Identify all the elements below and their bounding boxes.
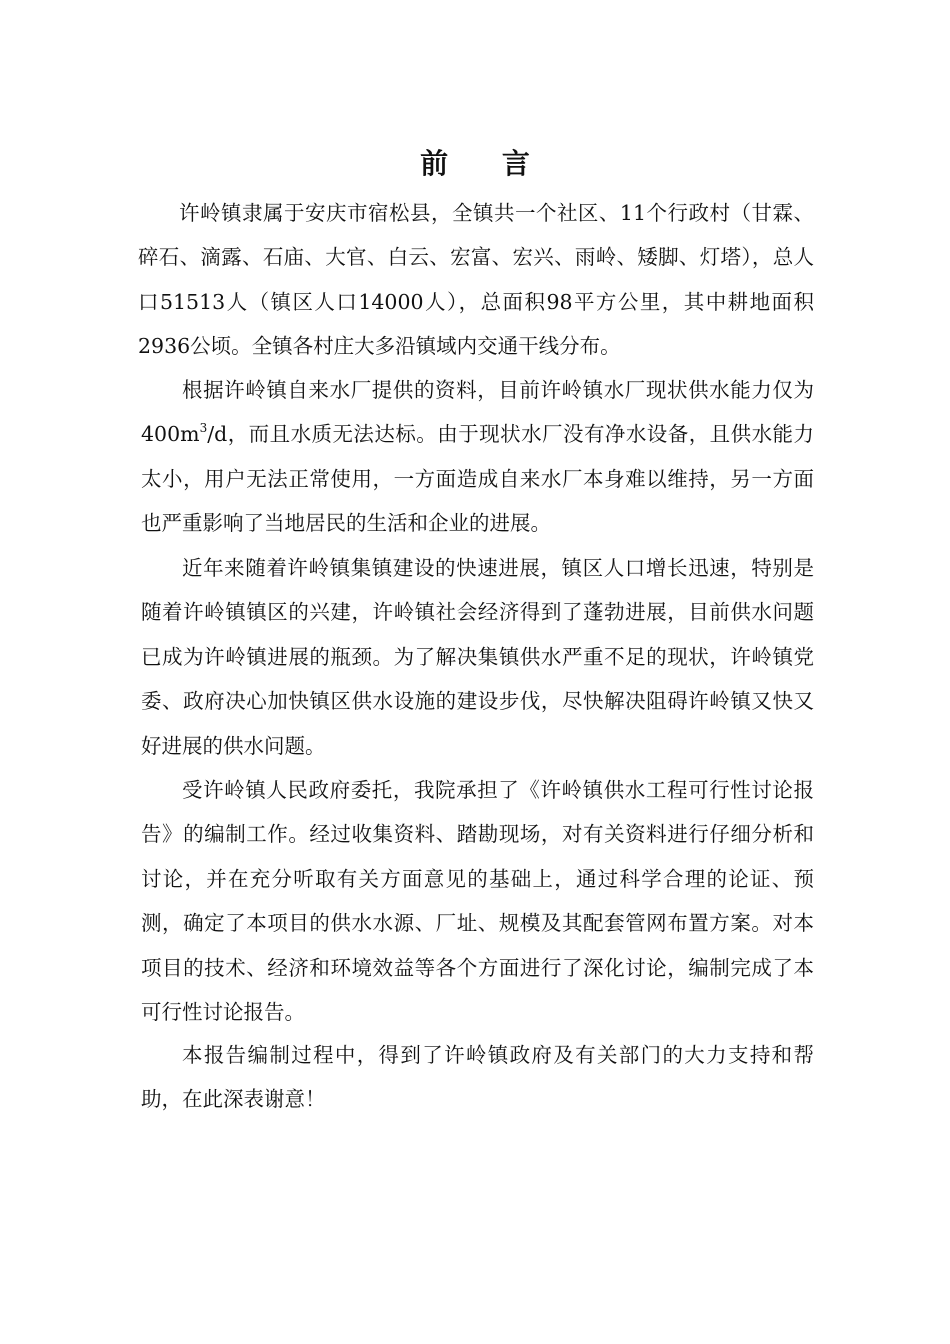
superscript: 3	[199, 420, 208, 435]
paragraph-commission: 受许岭镇人民政府委托，我院承担了《许岭镇供水工程可行性讨论报告》的编制工作。经过收集资料、踏勘现场，对有关资料进行仔细分析和讨论，并在充分听取有关方面意见的基础上，通过科学合理的论证、预测，确定了本项目的供水水源、厂址、规模及其配套管网布置方案。对本项目的技术、经济和环境效益等各个方面进行了深化讨论，编制完成了本可行性讨论报告。	[141, 778, 814, 1025]
paragraph-water-plant-status	[141, 368, 814, 546]
page-title: 前 言	[420, 147, 552, 180]
paragraph-acknowledgement: 本报告编制过程中，得到了许岭镇政府及有关部门的大力支持和帮助，在此深表谢意！	[141, 1043, 814, 1112]
paragraph-overview: 许岭镇隶属于安庆市宿松县，全镇共一个社区、11个行政村（甘霖、碎石、滴露、石庙、大官、白云、宏富、宏兴、雨岭、矮脚、灯塔），总人口51513人（镇区人口14000人），总面积98平方公里，其中耕地面积2936公顷。全镇各村庄大多沿镇域内交通干线分布。	[138, 201, 814, 359]
paragraph-text: /d，而且水质无法达标。由于现状水厂没有净水设备，且供水能力太小，用户无法正常使用，一方面造成自来水厂本身难以维持，另一方面也严重影响了当地居民的生活和企业的进展。	[141, 422, 814, 536]
paragraph-development: 近年来随着许岭镇集镇建设的快速进展，镇区人口增长迅速，特别是随着许岭镇镇区的兴建，许岭镇社会经济得到了蓬勃进展，目前供水问题已成为许岭镇进展的瓶颈。为了解决集镇供水严重不足的现状，许岭镇党委、政府决心加快镇区供水设施的建设步伐，尽快解决阻碍许岭镇又快又好进展的供水问题。	[141, 556, 814, 758]
paragraph-text: 根据许岭镇自来水厂提供的资料，目前许岭镇水厂现状供水能力仅为400m	[141, 378, 814, 447]
